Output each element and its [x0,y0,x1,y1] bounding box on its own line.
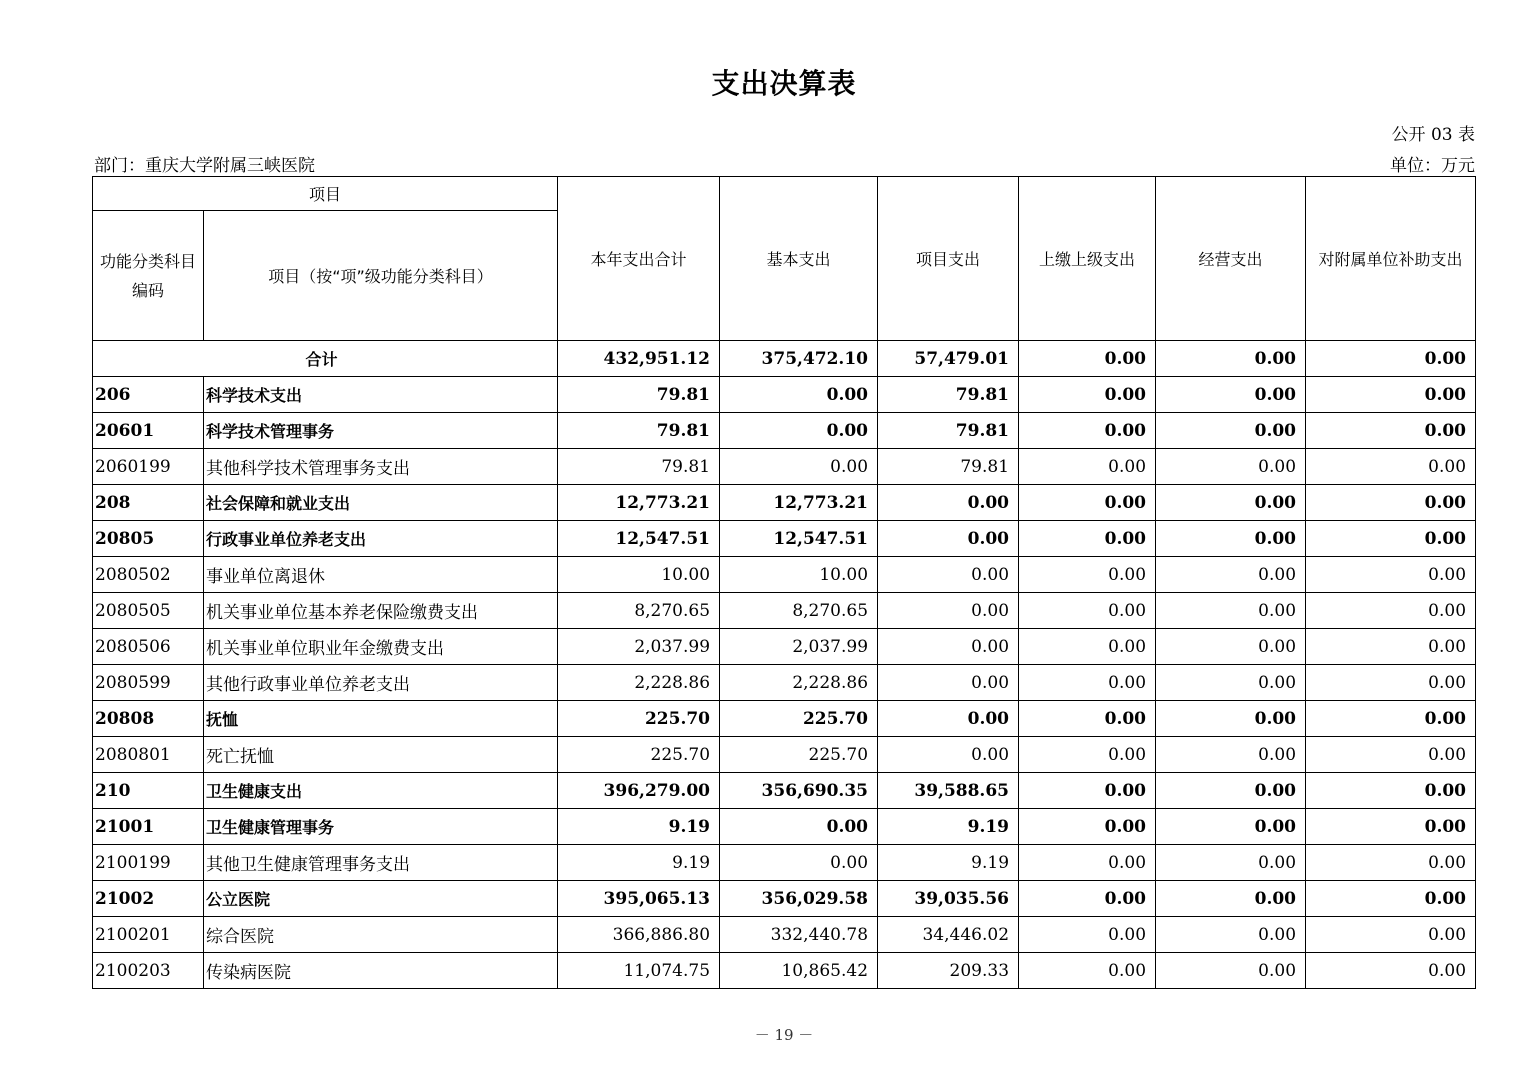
row-value: 9.19 [558,845,720,881]
row-value: 0.00 [1306,485,1476,521]
table-row [93,485,1476,521]
total-value: 0.00 [1156,341,1306,377]
row-value: 9.19 [878,809,1019,845]
row-value: 0.00 [1156,377,1306,413]
row-value: 0.00 [1019,809,1156,845]
header-upper: 上缴上级支出 [1019,177,1156,341]
table-row [93,665,1476,701]
row-value: 0.00 [1019,449,1156,485]
row-name: 科学技术支出 [204,377,558,413]
row-value: 2,037.99 [558,629,720,665]
row-code: 2080801 [93,737,204,773]
row-value: 366,886.80 [558,917,720,953]
unit-label: 单位：万元 [1390,156,1475,176]
row-value: 39,035.56 [878,881,1019,917]
row-code: 208 [93,485,204,521]
row-value: 0.00 [1156,413,1306,449]
row-value: 0.00 [1019,593,1156,629]
header-project-expense: 项目支出 [878,177,1019,341]
row-value: 8,270.65 [720,593,878,629]
row-value: 0.00 [1156,845,1306,881]
row-value: 209.33 [878,953,1019,989]
row-value: 225.70 [720,737,878,773]
row-value: 0.00 [878,485,1019,521]
table-row [93,809,1476,845]
row-value: 0.00 [1306,953,1476,989]
row-value: 0.00 [1019,845,1156,881]
row-value: 0.00 [878,557,1019,593]
row-value: 0.00 [878,737,1019,773]
row-value: 0.00 [720,809,878,845]
row-value: 10.00 [720,557,878,593]
row-name: 公立医院 [204,881,558,917]
row-value: 0.00 [1306,845,1476,881]
row-value: 0.00 [1306,449,1476,485]
row-value: 10,865.42 [720,953,878,989]
row-code: 20601 [93,413,204,449]
row-name: 事业单位离退休 [204,557,558,593]
total-value: 375,472.10 [720,341,878,377]
row-value: 0.00 [720,413,878,449]
row-value: 0.00 [1019,557,1156,593]
table-row [93,521,1476,557]
row-value: 34,446.02 [878,917,1019,953]
row-value: 39,588.65 [878,773,1019,809]
row-value: 0.00 [1306,377,1476,413]
row-code: 2100199 [93,845,204,881]
row-value: 79.81 [878,377,1019,413]
row-code: 2080599 [93,665,204,701]
row-value: 10.00 [558,557,720,593]
department-label: 部门：重庆大学附属三峡医院 [94,156,315,176]
row-value: 0.00 [1306,593,1476,629]
row-value: 0.00 [1306,917,1476,953]
row-name: 卫生健康支出 [204,773,558,809]
row-name: 行政事业单位养老支出 [204,521,558,557]
row-value: 12,547.51 [720,521,878,557]
row-value: 0.00 [1156,881,1306,917]
row-value: 0.00 [1019,629,1156,665]
row-code: 206 [93,377,204,413]
row-name: 抚恤 [204,701,558,737]
row-value: 0.00 [1019,773,1156,809]
row-value: 0.00 [720,845,878,881]
total-value: 0.00 [1306,341,1476,377]
row-value: 225.70 [558,701,720,737]
row-code: 21002 [93,881,204,917]
row-value: 0.00 [1019,485,1156,521]
row-name: 其他卫生健康管理事务支出 [204,845,558,881]
row-value: 2,228.86 [558,665,720,701]
row-code: 2080502 [93,557,204,593]
table-row [93,629,1476,665]
table-row [93,413,1476,449]
row-value: 0.00 [1019,521,1156,557]
table-row [93,593,1476,629]
total-label: 合计 [93,341,558,377]
row-value: 0.00 [1306,809,1476,845]
row-value: 225.70 [558,737,720,773]
row-value: 0.00 [1306,413,1476,449]
row-value: 0.00 [1019,953,1156,989]
row-value: 0.00 [878,701,1019,737]
total-value: 57,479.01 [878,341,1019,377]
table-row [93,701,1476,737]
row-name: 传染病医院 [204,953,558,989]
row-name: 科学技术管理事务 [204,413,558,449]
row-name: 机关事业单位职业年金缴费支出 [204,629,558,665]
table-row [93,953,1476,989]
row-value: 9.19 [558,809,720,845]
table-row [93,917,1476,953]
page-title: 支出决算表 [711,67,857,100]
row-value: 0.00 [1306,737,1476,773]
row-value: 0.00 [878,593,1019,629]
row-value: 12,547.51 [558,521,720,557]
row-value: 0.00 [1019,881,1156,917]
row-name: 其他科学技术管理事务支出 [204,449,558,485]
table-row [93,557,1476,593]
row-code: 20805 [93,521,204,557]
table-row [93,377,1476,413]
row-value: 79.81 [558,413,720,449]
row-value: 9.19 [878,845,1019,881]
row-value: 0.00 [1306,773,1476,809]
row-value: 0.00 [1019,665,1156,701]
expenditure-table [92,176,1476,989]
row-value: 0.00 [1156,701,1306,737]
row-value: 0.00 [878,665,1019,701]
row-value: 395,065.13 [558,881,720,917]
row-name: 综合医院 [204,917,558,953]
row-value: 0.00 [1156,809,1306,845]
row-value: 0.00 [1156,485,1306,521]
header-total: 本年支出合计 [558,177,720,341]
row-value: 225.70 [720,701,878,737]
row-value: 0.00 [1019,917,1156,953]
table-row [93,845,1476,881]
row-value: 79.81 [878,413,1019,449]
row-code: 2080505 [93,593,204,629]
row-value: 0.00 [1306,521,1476,557]
row-value: 0.00 [1306,557,1476,593]
row-code: 20808 [93,701,204,737]
row-value: 8,270.65 [558,593,720,629]
total-value: 0.00 [1019,341,1156,377]
total-value: 432,951.12 [558,341,720,377]
table-number: 公开 03 表 [1391,125,1475,145]
row-value: 0.00 [1156,737,1306,773]
row-code: 21001 [93,809,204,845]
row-name: 死亡抚恤 [204,737,558,773]
page-number: － 19 － [754,1026,814,1044]
table-row [93,773,1476,809]
row-value: 0.00 [1156,665,1306,701]
row-code: 2060199 [93,449,204,485]
row-value: 0.00 [1156,629,1306,665]
header-subsidiary: 对附属单位补助支出 [1306,177,1476,341]
row-value: 0.00 [1306,701,1476,737]
row-value: 0.00 [1156,449,1306,485]
row-value: 396,279.00 [558,773,720,809]
row-value: 0.00 [878,521,1019,557]
header-project: 项目 [93,177,558,211]
row-value: 0.00 [1156,557,1306,593]
row-name: 其他行政事业单位养老支出 [204,665,558,701]
row-value: 0.00 [1156,953,1306,989]
total-row [93,341,1476,377]
table-row [93,737,1476,773]
row-code: 2080506 [93,629,204,665]
row-value: 0.00 [1156,773,1306,809]
row-name: 机关事业单位基本养老保险缴费支出 [204,593,558,629]
row-value: 2,228.86 [720,665,878,701]
row-name: 社会保障和就业支出 [204,485,558,521]
header-business: 经营支出 [1156,177,1306,341]
row-value: 12,773.21 [720,485,878,521]
header-basic: 基本支出 [720,177,878,341]
row-value: 0.00 [1019,413,1156,449]
row-value: 0.00 [1306,665,1476,701]
row-value: 0.00 [1019,701,1156,737]
row-value: 0.00 [720,377,878,413]
row-code: 2100203 [93,953,204,989]
row-value: 332,440.78 [720,917,878,953]
header-func-code: 功能分类科目编码 [93,211,204,341]
row-value: 11,074.75 [558,953,720,989]
row-value: 356,029.58 [720,881,878,917]
row-value: 356,690.35 [720,773,878,809]
row-name: 卫生健康管理事务 [204,809,558,845]
row-value: 0.00 [1156,593,1306,629]
row-value: 0.00 [1306,881,1476,917]
header-item-name: 项目（按“项”级功能分类科目） [204,211,558,341]
row-value: 0.00 [878,629,1019,665]
row-value: 0.00 [1156,521,1306,557]
row-value: 79.81 [878,449,1019,485]
row-value: 79.81 [558,377,720,413]
table-row [93,881,1476,917]
row-value: 0.00 [1019,737,1156,773]
row-value: 2,037.99 [720,629,878,665]
table-row [93,449,1476,485]
row-value: 0.00 [720,449,878,485]
row-value: 79.81 [558,449,720,485]
row-code: 210 [93,773,204,809]
row-value: 12,773.21 [558,485,720,521]
row-value: 0.00 [1019,377,1156,413]
row-code: 2100201 [93,917,204,953]
row-value: 0.00 [1306,629,1476,665]
row-value: 0.00 [1156,917,1306,953]
